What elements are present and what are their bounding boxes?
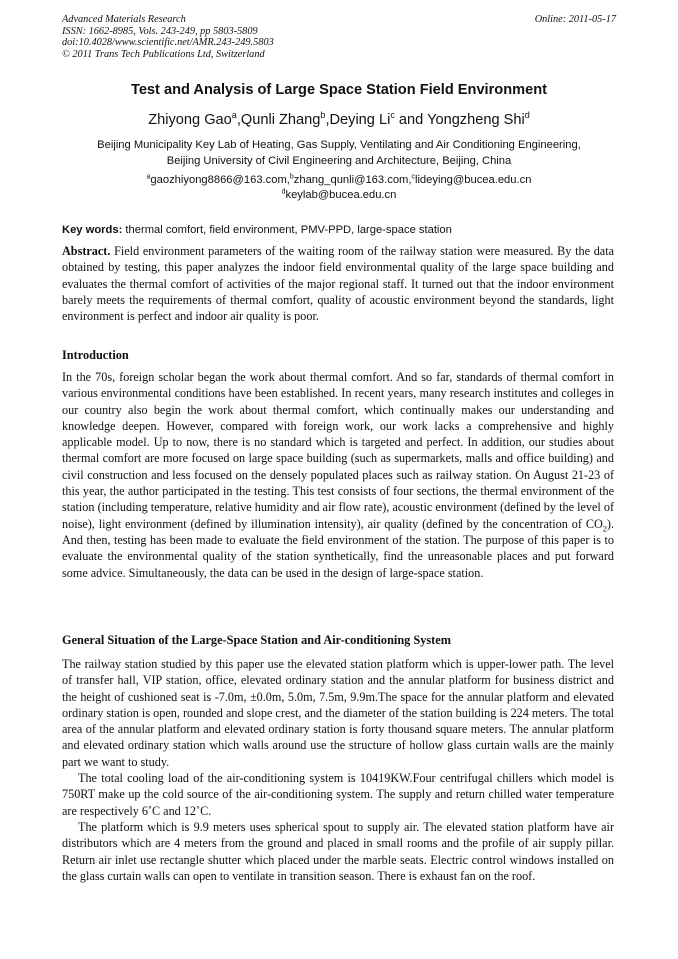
email-superscript: b xyxy=(289,173,294,181)
paper-title: Test and Analysis of Large Space Station Field Environment xyxy=(130,82,547,98)
author-name: Zhiyong Gao xyxy=(148,112,232,128)
introduction-paragraph xyxy=(62,369,614,581)
keywords xyxy=(62,222,616,238)
author-name: ,Qunli Zhang xyxy=(236,112,321,128)
author-superscript: a xyxy=(231,110,237,121)
general-paragraph-1: The railway station studied by this paper use the elevated station platform which is upper-lower path. The level of transfer hall, VIP station, office, elevated ordinary station and the annular platform for business district and the height of cushioned seat is -7.0m, ±0.0m, 5.0m, 7.5m, 9.9m.The space for the annular platform and elevated ordinary station is open, rounded and slope crest, and the diameter of the station building is 224 meters. The total area of the annular platform and elevated ordinary station is forty thousand square meters. The annular platform and elevated ordinary station which walls around use the structure of hollow glass curtain walls are the mainly part we want to study. xyxy=(62,657,614,769)
email-superscript: a xyxy=(146,173,151,181)
email-superscript: d xyxy=(281,188,286,196)
email-address: gaozhiyong8866@163.com, xyxy=(150,174,290,186)
email-address: keylab@bucea.edu.cn xyxy=(285,189,397,201)
author-list xyxy=(62,111,616,129)
section-heading-introduction: Introduction xyxy=(62,348,129,362)
author-superscript: d xyxy=(524,110,530,121)
online-date: Online: 2011-05-17 xyxy=(534,14,616,25)
doi-line: doi:10.4028/www.scientific.net/AMR.243-249.5803 xyxy=(62,37,274,49)
email-address: lideying@bucea.edu.cn xyxy=(414,174,532,186)
author-superscript: b xyxy=(320,110,326,121)
co2-formula: CO xyxy=(585,516,603,531)
keywords-label: Key words: xyxy=(62,224,123,236)
author-name: and Yongzheng Shi xyxy=(394,112,525,128)
email-address: zhang_qunli@163.com, xyxy=(293,174,412,186)
copyright-line: © 2011 Trans Tech Publications Ltd, Switzerland xyxy=(62,48,265,60)
intro-text: In the 70s, foreign scholar began the work about thermal comfort. And so far, standards of thermal comfort in various environmental conditions have been established. In recent years, many research institutes and colleges in our country also begin the work about thermal comfort, which continually makes our understanding and knowledge deepen. However, compared with foreign work, our work lacks a comprehensive and highly applicable model. Up to now, there is no standard which is targeted and perfect. In addition, our studies about thermal comfort are more focused on large space building (such as supermarkets, malls and office building) and civil construction and less focused on the densely populated places such as railway station. On August 21-23 of this year, the author participated in the testing. This test consists of four sections, the thermal environment of the station (including temperature, relative humidity and air flow rate), acoustic environment (defined by the level of noise), light environment (defined by illumination intensity), air quality (defined by the concentration of xyxy=(62,370,614,531)
abstract-label: Abstract. xyxy=(62,244,111,258)
journal-header xyxy=(62,14,616,60)
issn-line: ISSN: 1662-8985, Vols. 243-249, pp 5803-5809 xyxy=(62,25,258,37)
section-heading-general-situation: General Situation of the Large-Space Station and Air-conditioning System xyxy=(62,633,451,647)
author-superscript: c xyxy=(390,110,395,121)
affiliation-line: Beijing University of Civil Engineering and Architecture, Beijing, China xyxy=(166,155,512,167)
author-name: ,Deying Li xyxy=(325,112,391,128)
affiliation xyxy=(62,137,616,169)
co2-subscript: 2 xyxy=(602,524,607,534)
keywords-text: thermal comfort, field environment, PMV-PPD, large-space station xyxy=(122,224,452,236)
general-paragraph-2: The total cooling load of the air-conditioning system is 10419KW.Four centrifugal chillers which model is 750RT make up the cold source of the air-conditioning system. The supply and return chilled water temperature are respectively 6˚C and 12˚C. xyxy=(62,771,614,818)
journal-name: Advanced Materials Research xyxy=(62,14,186,25)
abstract-text: Field environment parameters of the waiting room of the railway station were measured. By the data obtained by testing, this paper analyzes the indoor field environmental quality of the large space building and evaluates the thermal comfort of activities of the major regional staff. It turned out that the indoor environment barely meets the requirements of thermal comfort, quality of acoustic environment beyond the standards, light environment is perfect and indoor air quality is poor. xyxy=(62,244,614,324)
abstract xyxy=(62,243,614,324)
email-superscript: c xyxy=(411,173,415,181)
intro-text-continued: ). And then, testing has been made to evaluate the field environment of the station. The purpose of this paper is to evaluate the environmental quality of the station synthetically, find the unreasonable places and put forward some advice. Simultaneously, the data can be used in the design of large-space station. xyxy=(62,516,614,580)
author-emails xyxy=(62,173,616,203)
general-paragraph-3: The platform which is 9.9 meters uses spherical spout to supply air. The elevated station platform have air distributors which are 4 meters from the ground and placed in small rooms and the profile of air supply pillar. Return air inlet use rectangle shutter which placed under the marble seats. Electric control windows installed on the glass curtain walls can open to ventilate in transition season. There is exhaust fan on the roof. xyxy=(62,819,614,883)
general-section-body xyxy=(62,656,614,884)
affiliation-line: Beijing Municipality Key Lab of Heating, Gas Supply, Ventilating and Air Conditioning Engineering, xyxy=(97,139,581,151)
